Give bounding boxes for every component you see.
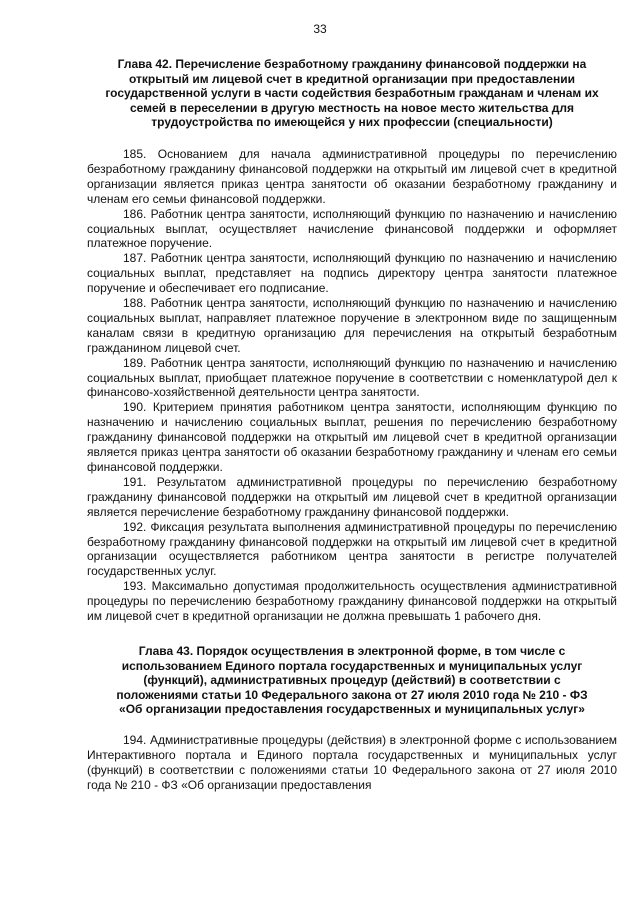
paragraph-191: 191. Результатом административной процедуры по перечислению безработному гражданину финансовой поддержки на открытый им лицевой счет в кредитной организации является перечисление безработному гражданину финансовой поддержки. xyxy=(87,474,617,519)
paragraph-192: 192. Фиксация результата выполнения административной процедуры по перечислению безработному гражданину финансовой поддержки на открытый им лицевой счет в кредитной организации осуществляется работником центра занятости в регистре получателей государственных услуг. xyxy=(87,519,617,579)
chapter-43-heading-line: использованием Единого портала государственных и муниципальных услуг xyxy=(121,658,583,673)
paragraph-187: 187. Работник центра занятости, исполняющий функцию по назначению и начислению социальных выплат, представляет на подпись директору центра занятости платежное поручение и обеспечивает его подписание. xyxy=(87,251,617,296)
paragraph-186: 186. Работник центра занятости, исполняющий функцию по назначению и начислению социальных выплат, осуществляет начисление финансовой поддержки и оформляет платежное поручение. xyxy=(87,206,617,251)
page-content xyxy=(87,57,617,793)
chapter-43-heading-line: (функций), административных процедур (действий) в соответствии с xyxy=(143,673,561,688)
chapter-43-heading-line: «Об организации предоставления государственных и муниципальных услуг» xyxy=(119,702,585,717)
paragraph-193: 193. Максимально допустимая продолжительность осуществления административной процедуры по перечислению безработному гражданину финансовой поддержки на открытый им лицевой счет в кредитной организации не должна превышать 1 рабочего дня. xyxy=(87,579,617,624)
chapter-43-heading-line: Глава 43. Порядок осуществления в электронной форме, в том числе с xyxy=(138,643,566,658)
chapter-42-heading-line: государственной услуги в части содействия безработным гражданам и членам их xyxy=(105,86,599,101)
chapter-43-heading-line: положениями статьи 10 Федерального закона от 27 июля 2010 года № 210 - ФЗ xyxy=(116,687,588,702)
chapter-42-heading-line: Глава 42. Перечисление безработному гражданину финансовой поддержки на xyxy=(117,57,587,71)
chapter-42-heading-line: открытый им лицевой счет в кредитной организации при предоставлении xyxy=(129,71,575,86)
paragraph-185: 185. Основанием для начала административной процедуры по перечислению безработному гражданину финансовой поддержки на открытый им лицевой счет в кредитной организации является приказ центра занятости об оказании безработному гражданину и членам его семьи финансовой поддержки. xyxy=(87,146,617,206)
chapter-42-heading-line: трудоустройства по имеющейся у них профессии (специальности) xyxy=(151,115,553,130)
page-number: 33 xyxy=(313,22,327,36)
paragraph-188: 188. Работник центра занятости, исполняющий функцию по назначению и начислению социальных выплат, направляет платежное поручение в электронном виде по защищенным каналам связи в кредитную организацию для перечисления на открытый безработным гражданином лицевой счет. xyxy=(87,296,617,355)
paragraph-189: 189. Работник центра занятости, исполняющий функцию по назначению и начислению социальных выплат, приобщает платежное поручение в соответствии с номенклатурой дел к финансово-хозяйственной деятельности центра занятости. xyxy=(87,355,617,400)
chapter-42-heading xyxy=(87,57,617,130)
paragraph-190: 190. Критерием принятия работником центра занятости, исполняющим функцию по назначению и начислению социальных выплат, решения по перечислению безработному гражданину финансовой поддержки на открытый им лицевой счет в кредитной организации является приказ центра занятости об оказании безработному гражданину и членам его семьи финансовой поддержки. xyxy=(87,400,617,474)
paragraph-194: 194. Административные процедуры (действия) в электронной форме с использованием Интерактивного портала и Единого портала государственных и муниципальных услуг (функций) в соответствии с положениями статьи 10 Федерального закона от 27 июля 2010 года № 210 - ФЗ «Об организации предоставления xyxy=(87,732,617,792)
chapter-42-heading-line: семей в переселении в другую местность на новое место жительства для xyxy=(129,100,575,115)
chapter-43-heading xyxy=(87,644,617,717)
